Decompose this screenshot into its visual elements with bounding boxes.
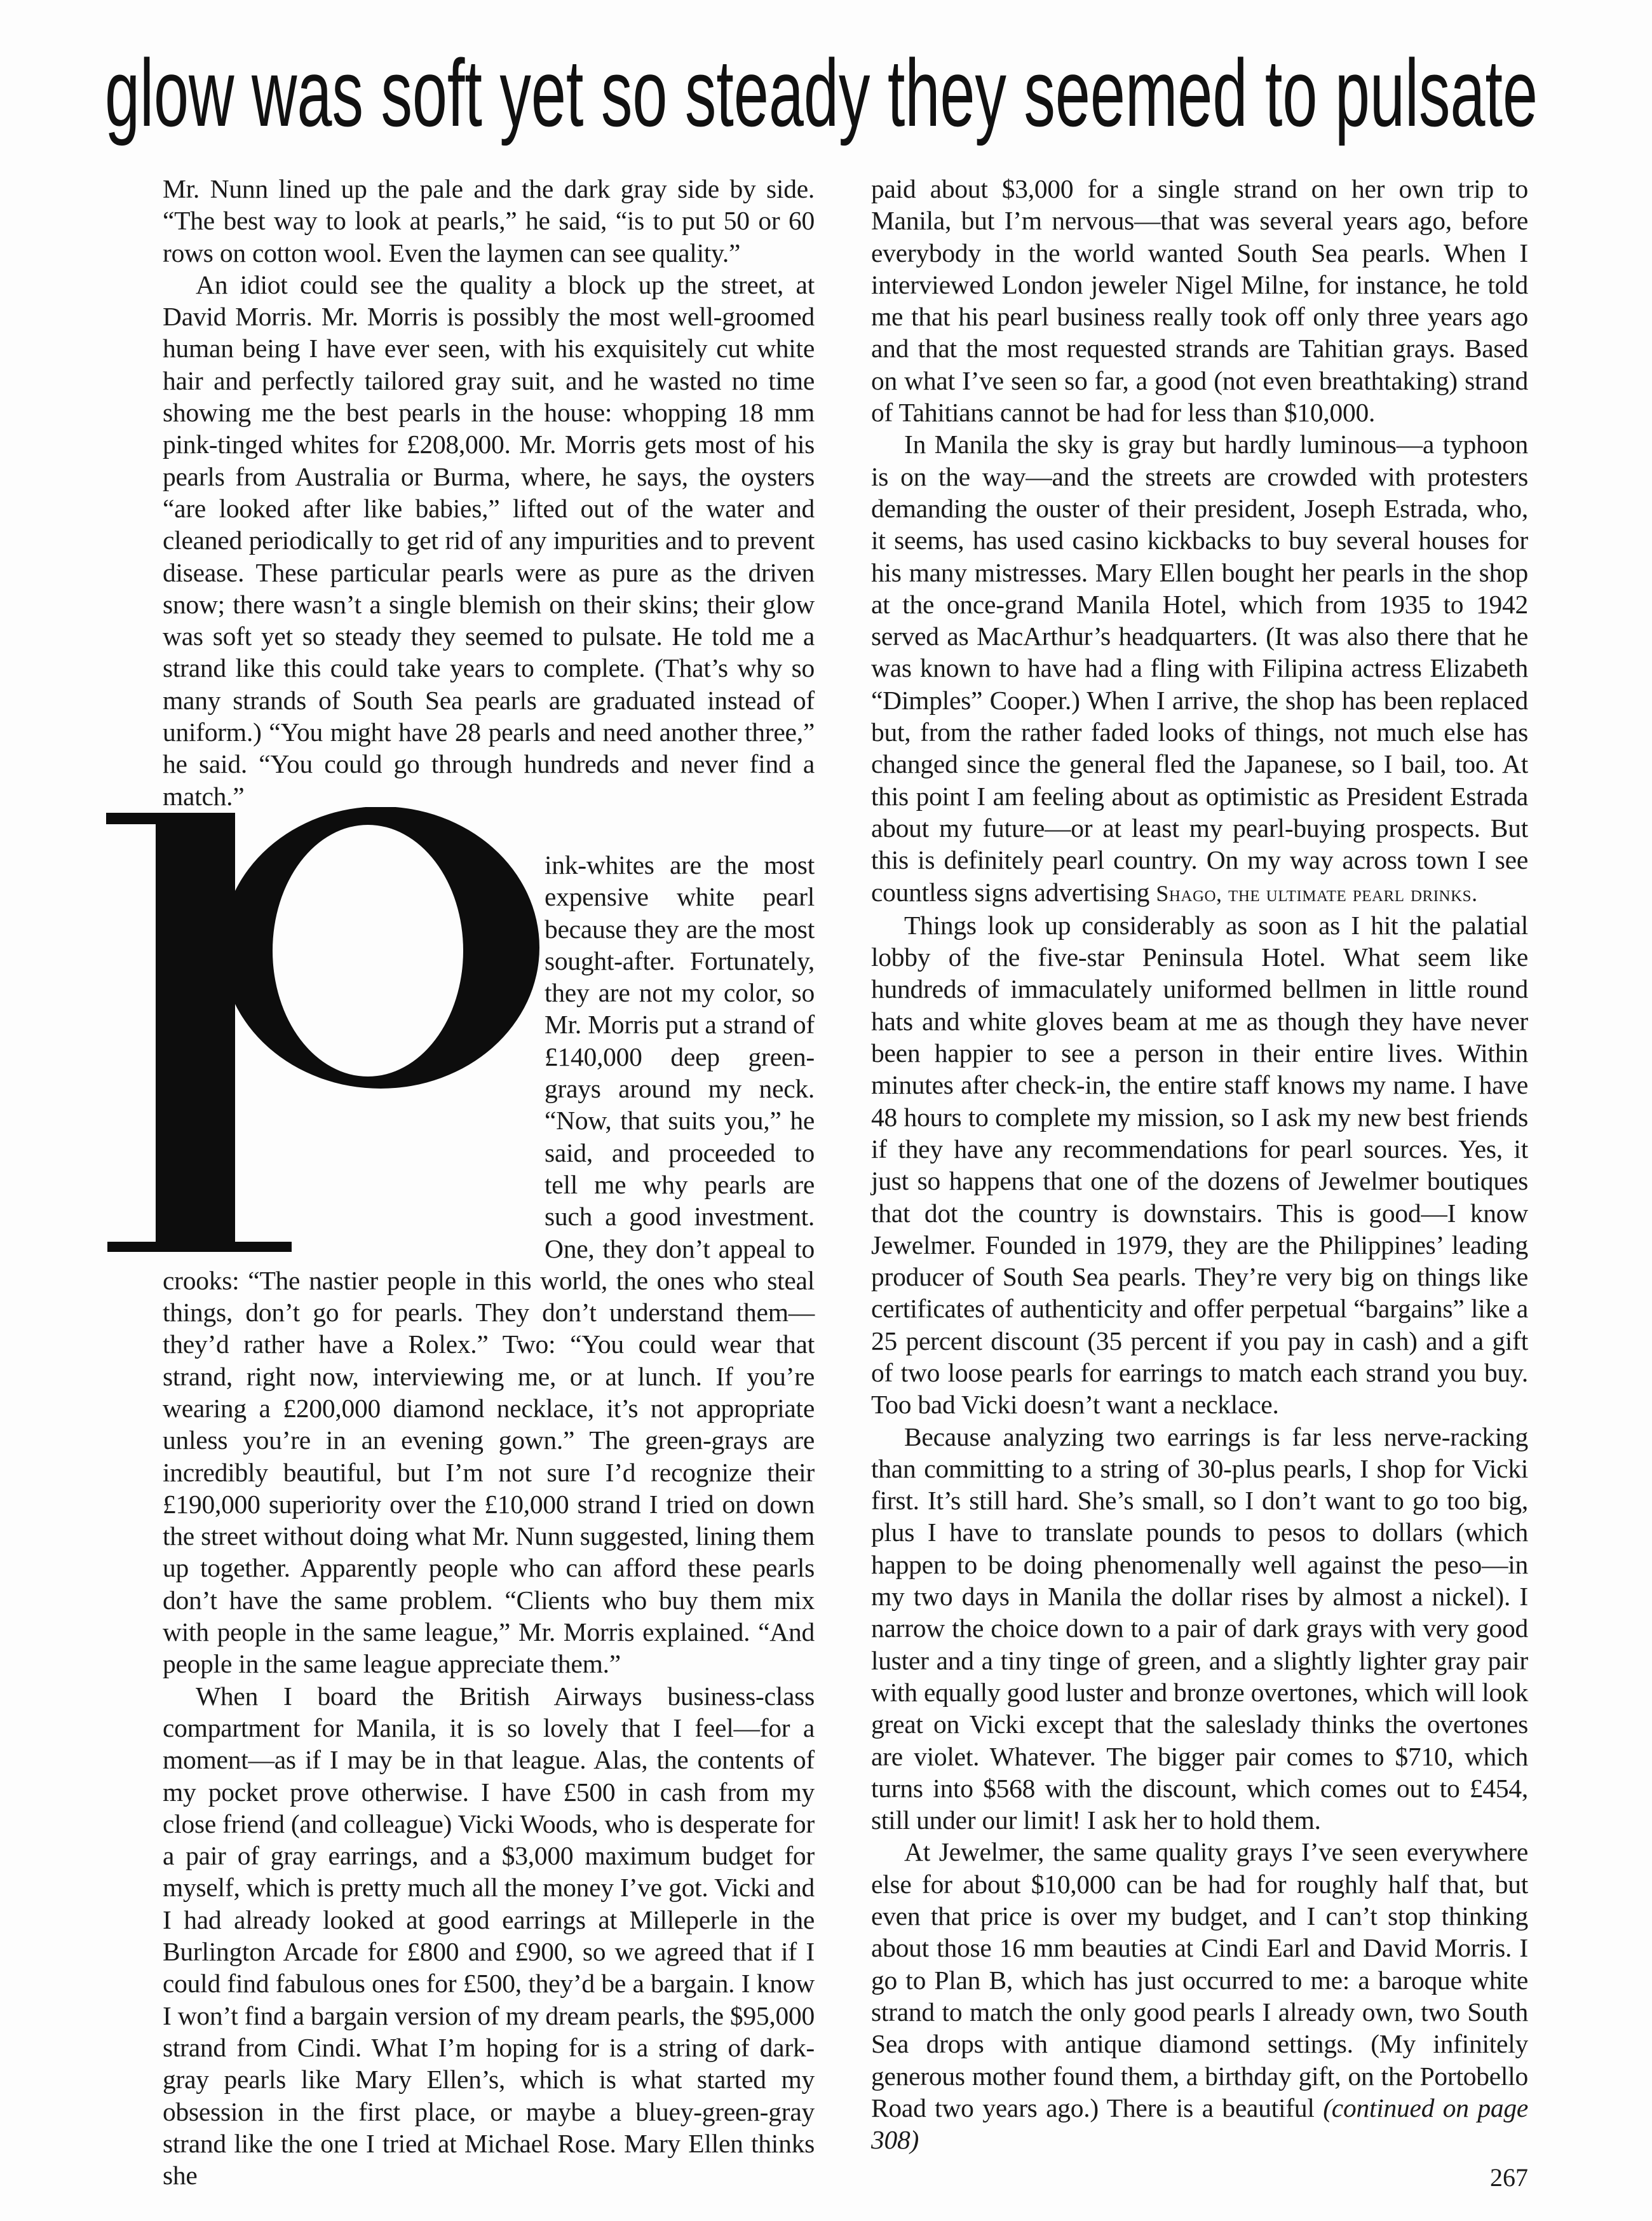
small-caps-sign-text: Shago, the ultimate pearl drinks. (1156, 880, 1478, 906)
right-column (871, 173, 1528, 2156)
headline-text: glow was soft yet so steady they seemed to pulsate (105, 39, 1538, 146)
page-number: 267 (1490, 2163, 1528, 2192)
paragraph: Because analyzing two earrings is far less nerve-racking than committing to a string of 30-plus pearls, I shop for Vicki first. It’s still hard. She’s small, so I don’t want to go too big, plus I have to translate pounds to pesos to dollars (which happen to be doing phenomenally well against the peso—in my two days in Manila the dollar rises by almost a nickel). I narrow the choice down to a pair of dark grays with very good luster and a tiny tinge of green, and a slightly lighter gray pair with equally good luster and bronze overtones, which will look great on Vicki except that the saleslady thinks the overtones are violet. Whatever. The bigger pair comes to $710, which turns into $568 with the discount, which comes out to £454, still under our limit! I ask her to hold them. (871, 1422, 1528, 1835)
paragraph: Things look up considerably as soon as I hit the palatial lobby of the five-star Peninsula Hotel. What seem like hundreds of immaculately uniformed bellmen in little round hats and white gloves beam at me as though they have never been happier to see a person in their entire lives. Within minutes after check-in, the entire staff knows my name. I have 48 hours to complete my mission, so I ask my new best friends if they have any recommendations for pearl sources. Yes, it just so happens that one of the dozens of Jewelmer boutiques that dot the country is downstairs. This is good—I know Jewelmer. Founded in 1979, they are the Philippines’ leading producer of South Sea pearls. They’re very big on things like certificates of authenticity and offer perpetual “bargains” like a 25 percent discount (35 percent if you pay in cash) and a gift of two loose pearls for earrings to match each strand you buy. Too bad Vicki doesn’t want a necklace. (871, 910, 1528, 1420)
drop-cap (106, 807, 545, 1254)
drop-cap-letter-p-icon (106, 807, 545, 1254)
paragraph: Mr. Nunn lined up the pale and the dark gray side by side. “The best way to look at pearls,” he said, “is to put 50 or 60 rows on cotton wool. Even the laymen can see quality.” (163, 174, 815, 268)
paragraph: When I board the British Airways business-class compartment for Manila, it is so lovely that I feel—for a moment—as if I may be in that league. Alas, the contents of my pocket prove otherwise. I have £500 in cash from my close friend (and colleague) Vicki Woods, who is desperate for a pair of gray earrings, and a $3,000 maximum budget for myself, which is pretty much all the money I’ve got. Vicki and I had already looked at good earrings at Milleperle in the Burlington Arcade for £800 and £900, so we agreed that if I could find fabulous ones for £500, they’d be a bargain. I know I won’t find a bargain version of my dream pearls, the $95,000 strand from Cindi. What I’m hoping for is a string of dark-gray pearls like Mary Ellen’s, which is what started my obsession in the first place, or maybe a bluey-green-gray strand like the one I tried at Michael Rose. Mary Ellen thinks she (163, 1681, 815, 2190)
paragraph (871, 428, 1528, 909)
paragraph (871, 1836, 1528, 2156)
paragraph-text: In Manila the sky is gray but hardly luminous—a typhoon is on the way—and the streets are crowded with protesters demanding the ouster of their president, Joseph Estrada, who, it seems, has used casino kickbacks to buy several houses for his many mistresses. Mary Ellen bought her pearls in the shop at the once-grand Manila Hotel, which from 1935 to 1942 served as MacArthur’s headquarters. (It was also there that he was known to have had a fling with Filipina actress Elizabeth “Dimples” Cooper.) When I arrive, the shop has been replaced but, from the rather faded looks of things, not much else has changed since the general fled the Japanese, so I bail, too. At this point I am feeling about as optimistic as President Estrada about my future—or at least my pearl-buying prospects. But this is definitely pearl country. On my way across town I see countless signs advertising (871, 430, 1528, 907)
paragraph: An idiot could see the quality a block up the street, at David Morris. Mr. Morris is possibly the most well-groomed human being I have ever seen, with his exquisitely cut white hair and perfectly tailored gray suit, and he wasted no time showing me the best pearls in the house: whopping 18 mm pink-tinged whites for £208,000. Mr. Morris gets most of his pearls from Australia or Burma, where, he says, the oysters “are looked after like babies,” lifted out of the water and cleaned periodically to get rid of any impurities and to prevent disease. These particular pearls were as pure as the driven snow; there wasn’t a single blemish on their skins; their glow was soft yet so steady they seemed to pulsate. He told me a strand like this could take years to complete. (That’s why so many strands of South Sea pearls are graduated instead of uniform.) “You might have 28 pearls and need another three,” he said. “You could go through hundreds and never find a match.” (163, 269, 815, 811)
paragraph-text: At Jewelmer, the same quality grays I’ve seen everywhere else for about $10,000 can be had for roughly half that, but even that price is over my budget, and I can’t stop thinking about those 16 mm beauties at Cindi Earl and David Morris. I go to Plan B, which has just occurred to me: a baroque white strand to match the only good pearls I already own, two South Sea drops with antique diamond settings. (My infinitely generous mother found them, a birthday gift, on the Portobello Road two years ago.) There is a beautiful (871, 1837, 1528, 2123)
left-column (163, 173, 815, 2191)
headline (0, 0, 1652, 165)
continued-note: (continued on page 308) (871, 2093, 1529, 2155)
paragraph: paid about $3,000 for a single strand on her own trip to Manila, but I’m nervous—that was several years ago, before everybody in the world wanted South Sea pearls. When I interviewed London jeweler Nigel Milne, for instance, he told me that his pearl business really took off only three years ago and that the most requested strands are Tahitian grays. Based on what I’ve seen so far, a good (not even breathtaking) strand of Tahitians cannot be had for less than $10,000. (871, 174, 1528, 428)
paragraph: ink-whites are the most expensive white pearl because they are the most sought-after. Fortunately, they are not my color, so Mr. Morris put a strand of £140,000 deep green-grays around my neck. “Now, that suits you,” he said, and proceeded to tell me why pearls are such a good investment. One, they don’t appeal to crooks: “The nastier people in this world, the ones who steal things, don’t go for pearls. They don’t understand them—they’d rather have a Rolex.” Two: “You could wear that strand, right now, interviewing me, or at lunch. If you’re wearing a £200,000 diamond necklace, it’s not appropriate unless you’re in an evening gown.” The green-grays are incredibly beautiful, but I’m not sure I’d recognize their £190,000 superiority over the £10,000 strand I tried on down the street without doing what Mr. Nunn suggested, lining them up together. Apparently people who can afford these pearls don’t have the same problem. “Clients who buy them mix with people in the same league,” Mr. Morris explained. “And people in the same league appreciate them.” (163, 850, 815, 1679)
